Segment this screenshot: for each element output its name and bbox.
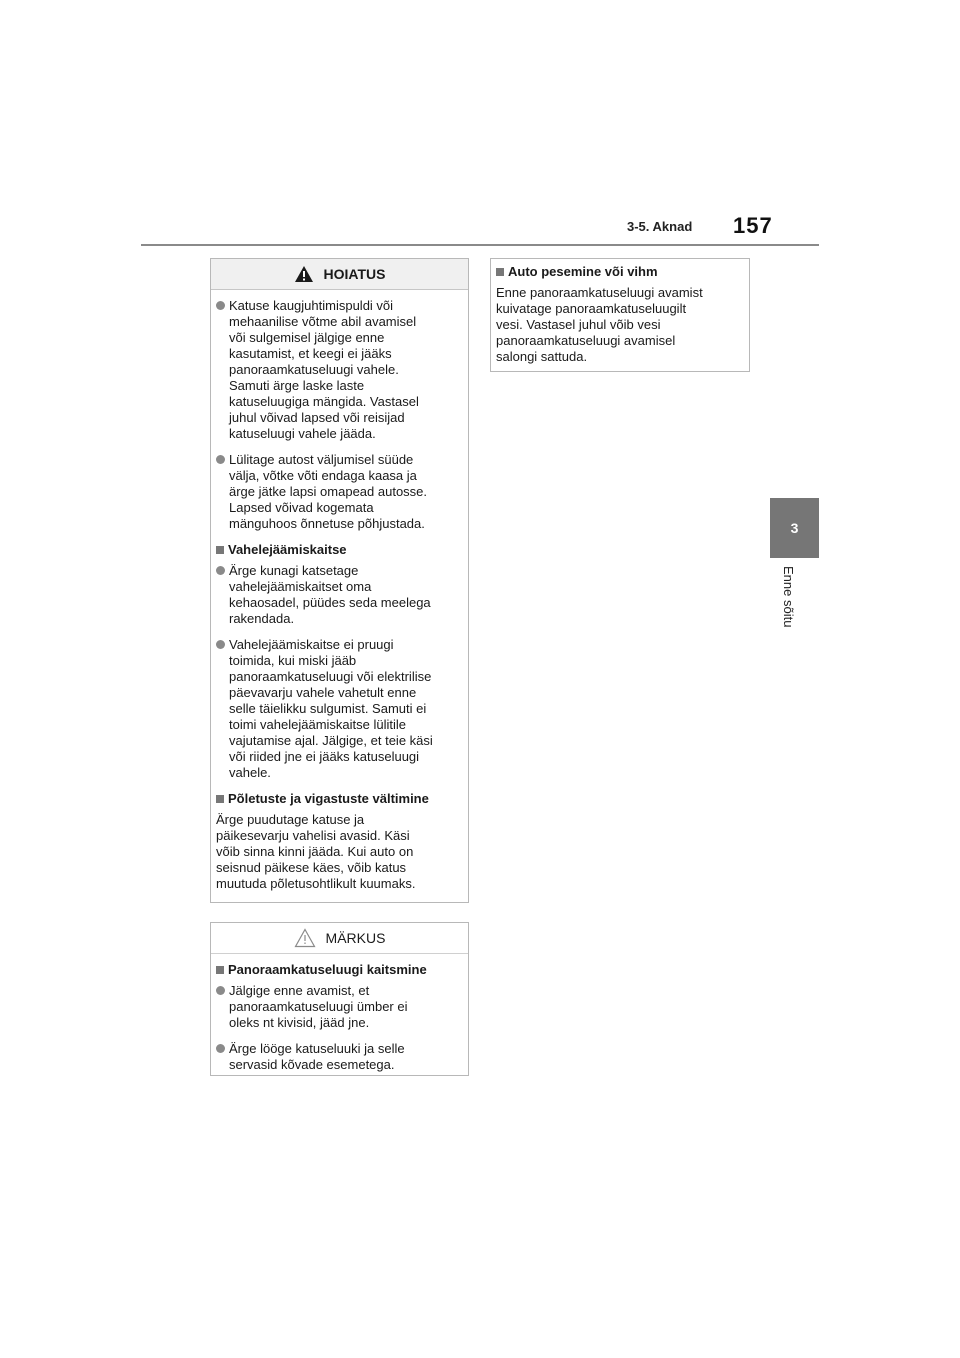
bullet-icon [216, 1044, 225, 1053]
list-item [216, 563, 463, 627]
list-item-text: Katuse kaugjuhtimispuldi või mehaanilise võtme abil avamisel või sulgemisel jälgige enne kasutamist, et keegi ei jääks panoraamkatuseluugi vahele. Samuti ärge laske laste katuseluugiga mängida. Vastasel juhul võivad lapsed või reisijad katuseluugi vahele jääda. [229, 298, 419, 441]
square-bullet-icon [496, 268, 504, 276]
info-box [490, 258, 750, 372]
subheading [216, 791, 463, 807]
paragraph: Ärge puudutage katuse ja päikesevarju vahelisi avasid. Käsi võib sinna kinni jääda. Kui auto on seisnud päikese käes, võib katus muutuda põletusohtlikult kuumaks. [216, 812, 416, 891]
notice-header [211, 923, 468, 954]
warning-body [211, 290, 468, 892]
list-item [216, 298, 463, 442]
list-item-text: Jälgige enne avamist, et panoraamkatuseluugi ümber ei oleks nt kivisid, jääd jne. [229, 983, 408, 1030]
warning-box [210, 258, 469, 903]
bullet-icon [216, 301, 225, 310]
paragraph: Enne panoraamkatuseluugi avamist kuivatage panoraamkatuseluugilt vesi. Vastasel juhul võib vesi panoraamkatuseluugi avamisel salongi sattuda. [496, 285, 703, 364]
page-number: 157 [733, 213, 773, 238]
subheading [216, 962, 463, 978]
section-title: 3-5. Aknad [627, 219, 693, 234]
warning-header [211, 259, 468, 290]
bullet-icon [216, 986, 225, 995]
list-item-text: Ärge kunagi katsetage vahelejäämiskaitset oma kehaosadel, püüdes seda meelega rakendada. [229, 563, 431, 626]
subheading-text: Panoraamkatuseluugi kaitsmine [228, 962, 427, 977]
list-item [216, 1041, 463, 1073]
subheading-text: Vahelejäämiskaitse [228, 542, 347, 557]
notice-box [210, 922, 469, 1076]
warning-title: HOIATUS [323, 266, 386, 282]
caution-outline-icon [294, 928, 316, 948]
bullet-icon [216, 566, 225, 575]
list-item-text: Ärge lööge katuseluuki ja selle servasid kõvade esemetega. [229, 1041, 405, 1072]
bullet-icon [216, 455, 225, 464]
subheading [216, 542, 463, 558]
subheading-text: Põletuste ja vigastuste vältimine [228, 791, 429, 806]
header-divider [141, 244, 819, 246]
chapter-number: 3 [790, 520, 799, 536]
warning-triangle-icon [294, 265, 314, 283]
bullet-icon [216, 640, 225, 649]
notice-title: MÄRKUS [325, 930, 386, 946]
notice-body [211, 954, 468, 1073]
square-bullet-icon [216, 795, 224, 803]
subheading [496, 264, 744, 280]
subheading-text: Auto pesemine või vihm [508, 264, 658, 279]
square-bullet-icon [216, 966, 224, 974]
chapter-tab [770, 498, 819, 558]
info-body [491, 259, 749, 365]
list-item [216, 637, 463, 781]
square-bullet-icon [216, 546, 224, 554]
list-item [216, 452, 463, 532]
list-item-text: Vahelejäämiskaitse ei pruugi toimida, kui miski jääb panoraamkatuseluugi või elektrilise päevavarju vahele vahetult enne selle täielikku sulgumist. Samuti ei toimi vahelejäämiskaitse lülitile vajutamise ajal. Jälgige, et teie käsi või riided jne ei jääks katuseluugi vahele. [229, 637, 433, 780]
chapter-label: Enne sõitu [781, 566, 796, 628]
list-item-text: Lülitage autost väljumisel süüde välja, võtke võti endaga kaasa ja ärge jätke lapsi omapead autosse. Lapsed võivad kogemata mänguhoos õnnetuse põhjustada. [229, 452, 428, 531]
list-item [216, 983, 463, 1031]
